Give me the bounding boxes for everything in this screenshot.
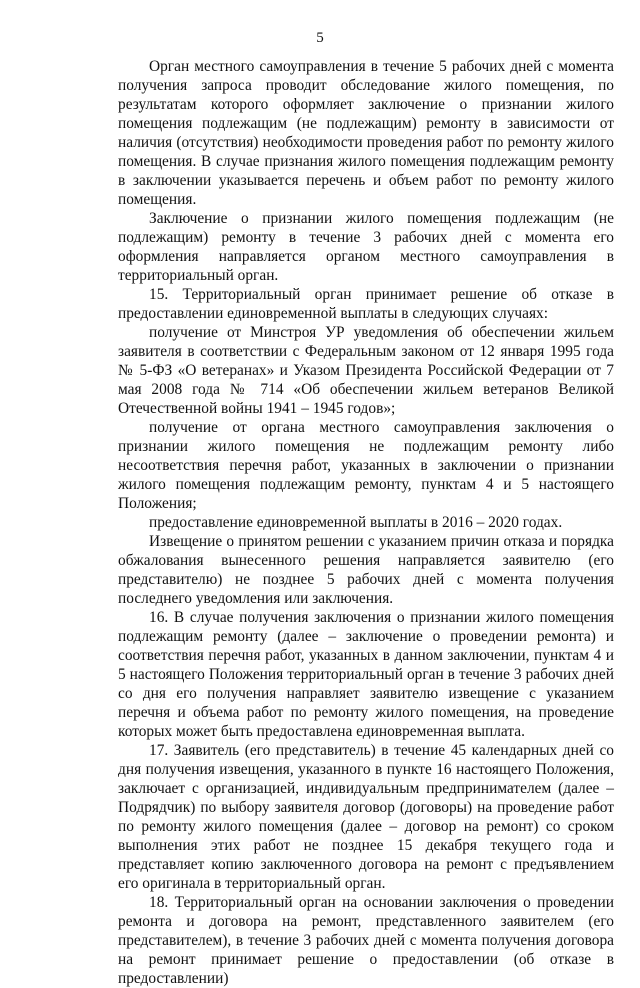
document-body (118, 57, 614, 988)
paragraph-9: 17. Заявитель (его представитель) в течение 45 календарных дней со дня получения извещения, указанного в пункте 16 настоящего Положения, заключает с организацией, индивидуальным предпринимателем (далее – Подрядчик) по выбору заявителя договор (договоры) на проведение работ по ремонту жилого помещения (далее – договор на ремонт) со сроком выполнения этих работ не позднее 15 декабря текущего года и представляет копию заключенного договора на ремонт с предъявлением его оригинала в территориальный орган. (118, 742, 614, 892)
paragraph-5: получение от органа местного самоуправления заключения о признании жилого помещения не подлежащим ремонту либо несоответствия перечня работ, указанных в заключении о признании жилого помещения подлежащим ремонту, пунктам 4 и 5 настоящего Положения; (118, 419, 614, 512)
paragraph-2: Заключение о признании жилого помещения подлежащим (не подлежащим) ремонту в течение 3 рабочих дней с момента его оформления направляется органом местного самоуправления в территориальный орган. (118, 210, 614, 284)
paragraph-4: получение от Минстроя УР уведомления об обеспечении жильем заявителя в соответствии с Федеральным законом от 12 января 1995 года № 5-ФЗ «О ветеранах» и Указом Президента Российской Федерации от 7 мая 2008 года № 714 «Об обеспечении жильем ветеранов Великой Отечественной войны 1941 – 1945 годов»; (118, 324, 614, 417)
page-number: 5 (316, 30, 324, 46)
paragraph-7: Извещение о принятом решении с указанием причин отказа и порядка обжалования вынесенного решения направляется заявителю (его представителю) не позднее 5 рабочих дней с момента получения последнего уведомления или заключения. (118, 533, 614, 607)
paragraph-6: предоставление единовременной выплаты в 2016 – 2020 годах. (149, 514, 563, 531)
paragraph-1: Орган местного самоуправления в течение 5 рабочих дней с момента получения запроса проводит обследование жилого помещения, по результатам которого оформляет заключение о признании жилого помещения подлежащим (не подлежащим) ремонту в зависимости от наличия (отсутствия) необходимости проведения работ по ремонту жилого помещения. В случае признания жилого помещения подлежащим ремонту в заключении указывается перечень и объем работ по ремонту жилого помещения. (118, 58, 614, 208)
paragraph-3: 15. Территориальный орган принимает решение об отказе в предоставлении единовременной выплаты в следующих случаях: (118, 286, 614, 322)
paragraph-8: 16. В случае получения заключения о признании жилого помещения подлежащим ремонту (далее – заключение о проведении ремонта) и соответствия перечня работ, указанных в данном заключении, пунктам 4 и 5 настоящего Положения территориальный орган в течение 3 рабочих дней со дня его получения направляет заявителю извещение с указанием перечня и объема работ по ремонту жилого помещения, на проведение которых может быть предоставлена единовременная выплата. (118, 609, 614, 740)
paragraph-10: 18. Территориальный орган на основании заключения о проведении ремонта и договора на ремонт, представленного заявителем (его представителем), в течение 3 рабочих дней с момента получения договора на ремонт принимает решение о предоставлении (об отказе в предоставлении) (118, 894, 614, 987)
